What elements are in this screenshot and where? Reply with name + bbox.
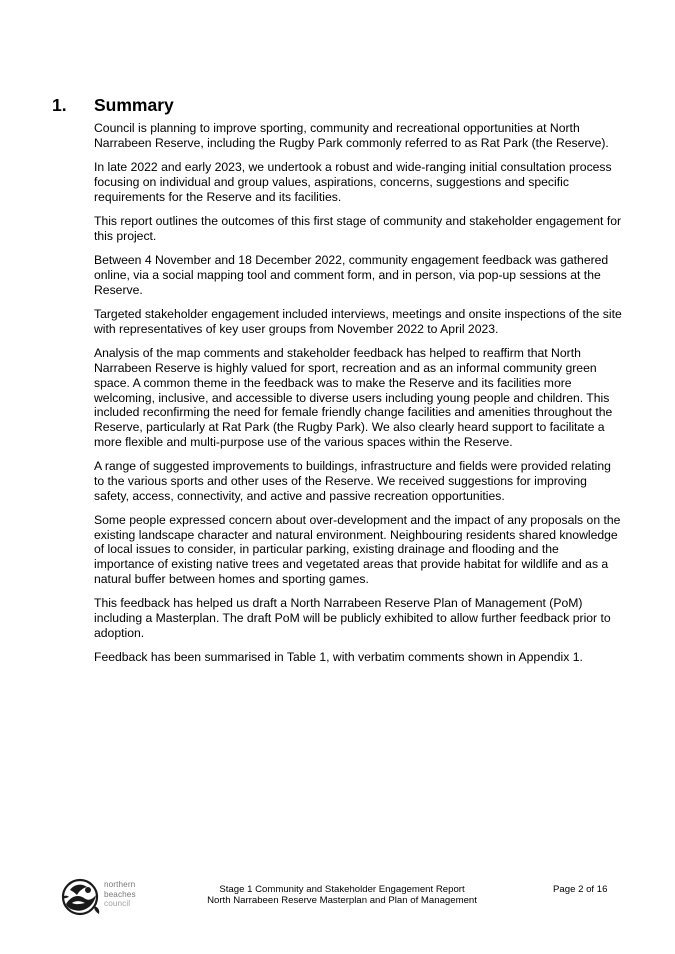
section-title: Summary bbox=[94, 95, 174, 115]
logo-wordmark bbox=[104, 880, 136, 909]
paragraph: Analysis of the map comments and stakeholder feedback has helped to reaffirm that North Narrabeen Reserve is highly valued for sport, recreation and as an informal community green space. A common theme in the feedback was to make the Reserve and its facilities more welcoming, inclusive, and accessible to diverse users including young people and children. This included reconfirming the need for female friendly change facilities and amenities throughout the Reserve, particularly at Rat Park (the Rugby Park). We also clearly heard support to facilitate a more flexible and multi-purpose use of the various spaces within the Reserve. bbox=[94, 346, 613, 449]
northern-beaches-logo-icon bbox=[58, 876, 103, 918]
logo-line: council bbox=[104, 899, 131, 909]
paragraph: This report outlines the outcomes of this first stage of community and stakeholder engagement for this project. bbox=[94, 214, 622, 243]
logo-line: northern bbox=[104, 880, 136, 889]
page-number: Page 2 of 16 bbox=[553, 884, 608, 895]
footer-line-1: Stage 1 Community and Stakeholder Engagement Report bbox=[219, 884, 465, 895]
paragraph: Targeted stakeholder engagement included interviews, meetings and onsite inspections of the site with representatives of key user groups from November 2022 to April 2023. bbox=[94, 307, 622, 336]
paragraph: Feedback has been summarised in Table 1, with verbatim comments shown in Appendix 1. bbox=[94, 650, 583, 665]
logo-line: beaches bbox=[104, 889, 136, 899]
paragraph: A range of suggested improvements to buildings, infrastructure and fields were provided relating to the various sports and other uses of the Reserve. We received suggestions for improving safety, access, connectivity, and active and passive recreation opportunities. bbox=[94, 459, 611, 503]
summary-body bbox=[94, 121, 622, 675]
paragraph: Council is planning to improve sporting, community and recreational opportunities at North Narrabeen Reserve, including the Rugby Park commonly referred to as Rat Park (the Reserve). bbox=[94, 121, 609, 150]
paragraph: In late 2022 and early 2023, we undertook a robust and wide-ranging initial consultation process focusing on individual and group values, aspirations, concerns, suggestions and specific requirements for the Reserve and its facilities. bbox=[94, 160, 612, 204]
paragraph: Some people expressed concern about over-development and the impact of any proposals on the existing landscape character and natural environment. Neighbouring residents shared knowledge of local issues to consider, in particular parking, existing drainage and flooding and the importance of existing native trees and vegetated areas that provide habitat for wildlife and as a natural buffer between homes and sporting games. bbox=[94, 513, 621, 586]
paragraph: Between 4 November and 18 December 2022, community engagement feedback was gathered online, via a social mapping tool and comment form, and in person, via pop-up sessions at the Reserve. bbox=[94, 253, 609, 297]
footer-line-2: North Narrabeen Reserve Masterplan and Plan of Management bbox=[207, 895, 477, 907]
footer-report-title bbox=[200, 884, 484, 907]
section-number: 1. bbox=[52, 95, 67, 115]
paragraph: This feedback has helped us draft a North Narrabeen Reserve Plan of Management (PoM) including a Masterplan. The draft PoM will be publicly exhibited to allow further feedback prior to adoption. bbox=[94, 596, 611, 640]
section-heading bbox=[52, 95, 174, 116]
